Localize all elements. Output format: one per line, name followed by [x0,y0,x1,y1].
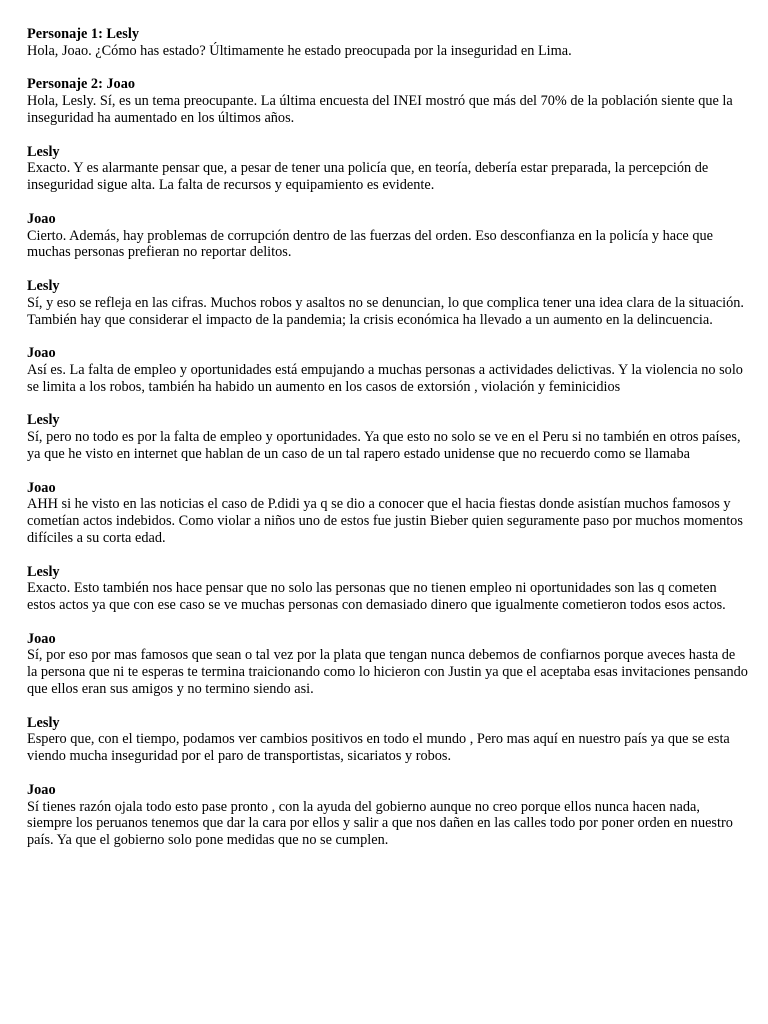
dialogue-text: Espero que, con el tiempo, podamos ver cambios positivos en todo el mundo , Pero mas aquí en nuestro país ya que se esta viendo mucha inseguridad por el paro de transportistas, sicariatos y robos. [27,731,730,765]
dialogue-entry [27,345,748,395]
speaker-name: Joao [27,630,56,647]
speaker-name: Joao [27,210,56,227]
dialogue-text: Cierto. Además, hay problemas de corrupción dentro de las fuerzas del orden. Eso desconfianza en la policía y hace que muchas personas prefieran no reportar delitos. [27,227,713,261]
speaker-name: Lesly [27,143,60,160]
dialogue-entry [27,76,748,126]
dialogue-text: Sí tienes razón ojala todo esto pase pronto , con la ayuda del gobierno aunque no creo porque ellos nunca hacen nada, siempre los peruanos tenemos que dar la cara por ellos y salir a que nos dañen en las calles todo por poner orden en nuestro país. Ya que el gobierno solo pone medidas que no se cumplen. [27,798,733,849]
dialogue-text: Exacto. Esto también nos hace pensar que no solo las personas que no tienen empleo ni oportunidades son las q cometen estos actos ya que con ese caso se ve muchas personas con demasiado dinero que igualmente cometieron todos esos actos. [27,580,726,614]
dialogue-text: AHH si he visto en las noticias el caso de P.didi ya q se dio a conocer que el hacia fiestas donde asistían muchos famosos y cometían actos indebidos. Como violar a niños uno de estos fue justin Bieber quien seguramente paso por muchos momentos difíciles a su corta edad. [27,496,743,546]
dialogue-entry [27,144,748,194]
speaker-name: Lesly [27,412,60,429]
dialogue-text: Sí, y eso se refleja en las cifras. Muchos robos y asaltos no se denuncian, lo que complica tener una idea clara de la situación. También hay que considerar el impacto de la pandemia; la crisis económica ha llevado a un aumento en la delincuencia. [27,294,744,328]
dialogue-text: Sí, por eso por mas famosos que sean o tal vez por la plata que tengan nunca debemos de confiarnos porque aveces hasta de la persona que ni te esperas te termina traicionando como lo hicieron con Justin ya que el aceptaba esas invitaciones pensando que ellos eran sus amigos y no termino siendo asi. [27,647,748,698]
dialogue-entry [27,564,748,614]
dialogue-entry [27,211,748,261]
dialogue-text: Hola, Lesly. Sí, es un tema preocupante. La última encuesta del INEI mostró que más del 70% de la población siente que la inseguridad ha aumentado en los últimos años. [27,93,733,126]
speaker-name: Lesly [27,714,60,731]
speaker-name: Joao [27,345,56,362]
speaker-name: Lesly [27,563,60,580]
dialogue-text: Así es. La falta de empleo y oportunidades está empujando a muchas personas a actividades delictivas. Y la violencia no solo se limita a los robos, también ha habido un aumento en los casos de extorsión , violación y feminicidios [27,361,743,395]
speaker-name: Joao [27,781,56,798]
dialogue-entry [27,782,748,849]
dialogue-entry [27,26,748,60]
dialogue-entry [27,631,748,698]
speaker-name: Personaje 1: Lesly [27,26,139,42]
dialogue-text: Hola, Joao. ¿Cómo has estado? Últimamente he estado preocupada por la inseguridad en Lima. [27,42,572,59]
dialogue-entry [27,715,748,765]
speaker-name: Personaje 2: Joao [27,76,135,93]
dialogue-entry [27,278,748,328]
dialogue-entry [27,480,748,547]
speaker-name: Lesly [27,277,60,294]
dialogue-text: Exacto. Y es alarmante pensar que, a pesar de tener una policía que, en teoría, debería estar preparada, la percepción de inseguridad sigue alta. La falta de recursos y equipamiento es evidente. [27,160,709,194]
dialogue-text: Sí, pero no todo es por la falta de empleo y oportunidades. Ya que esto no solo se ve en el Peru si no también en otros países, ya que he visto en internet que hablan de un caso de un tal rapero estado unidense que no recuerdo como se llamaba [27,429,741,462]
dialogue-entry [27,412,748,462]
speaker-name: Joao [27,479,56,496]
